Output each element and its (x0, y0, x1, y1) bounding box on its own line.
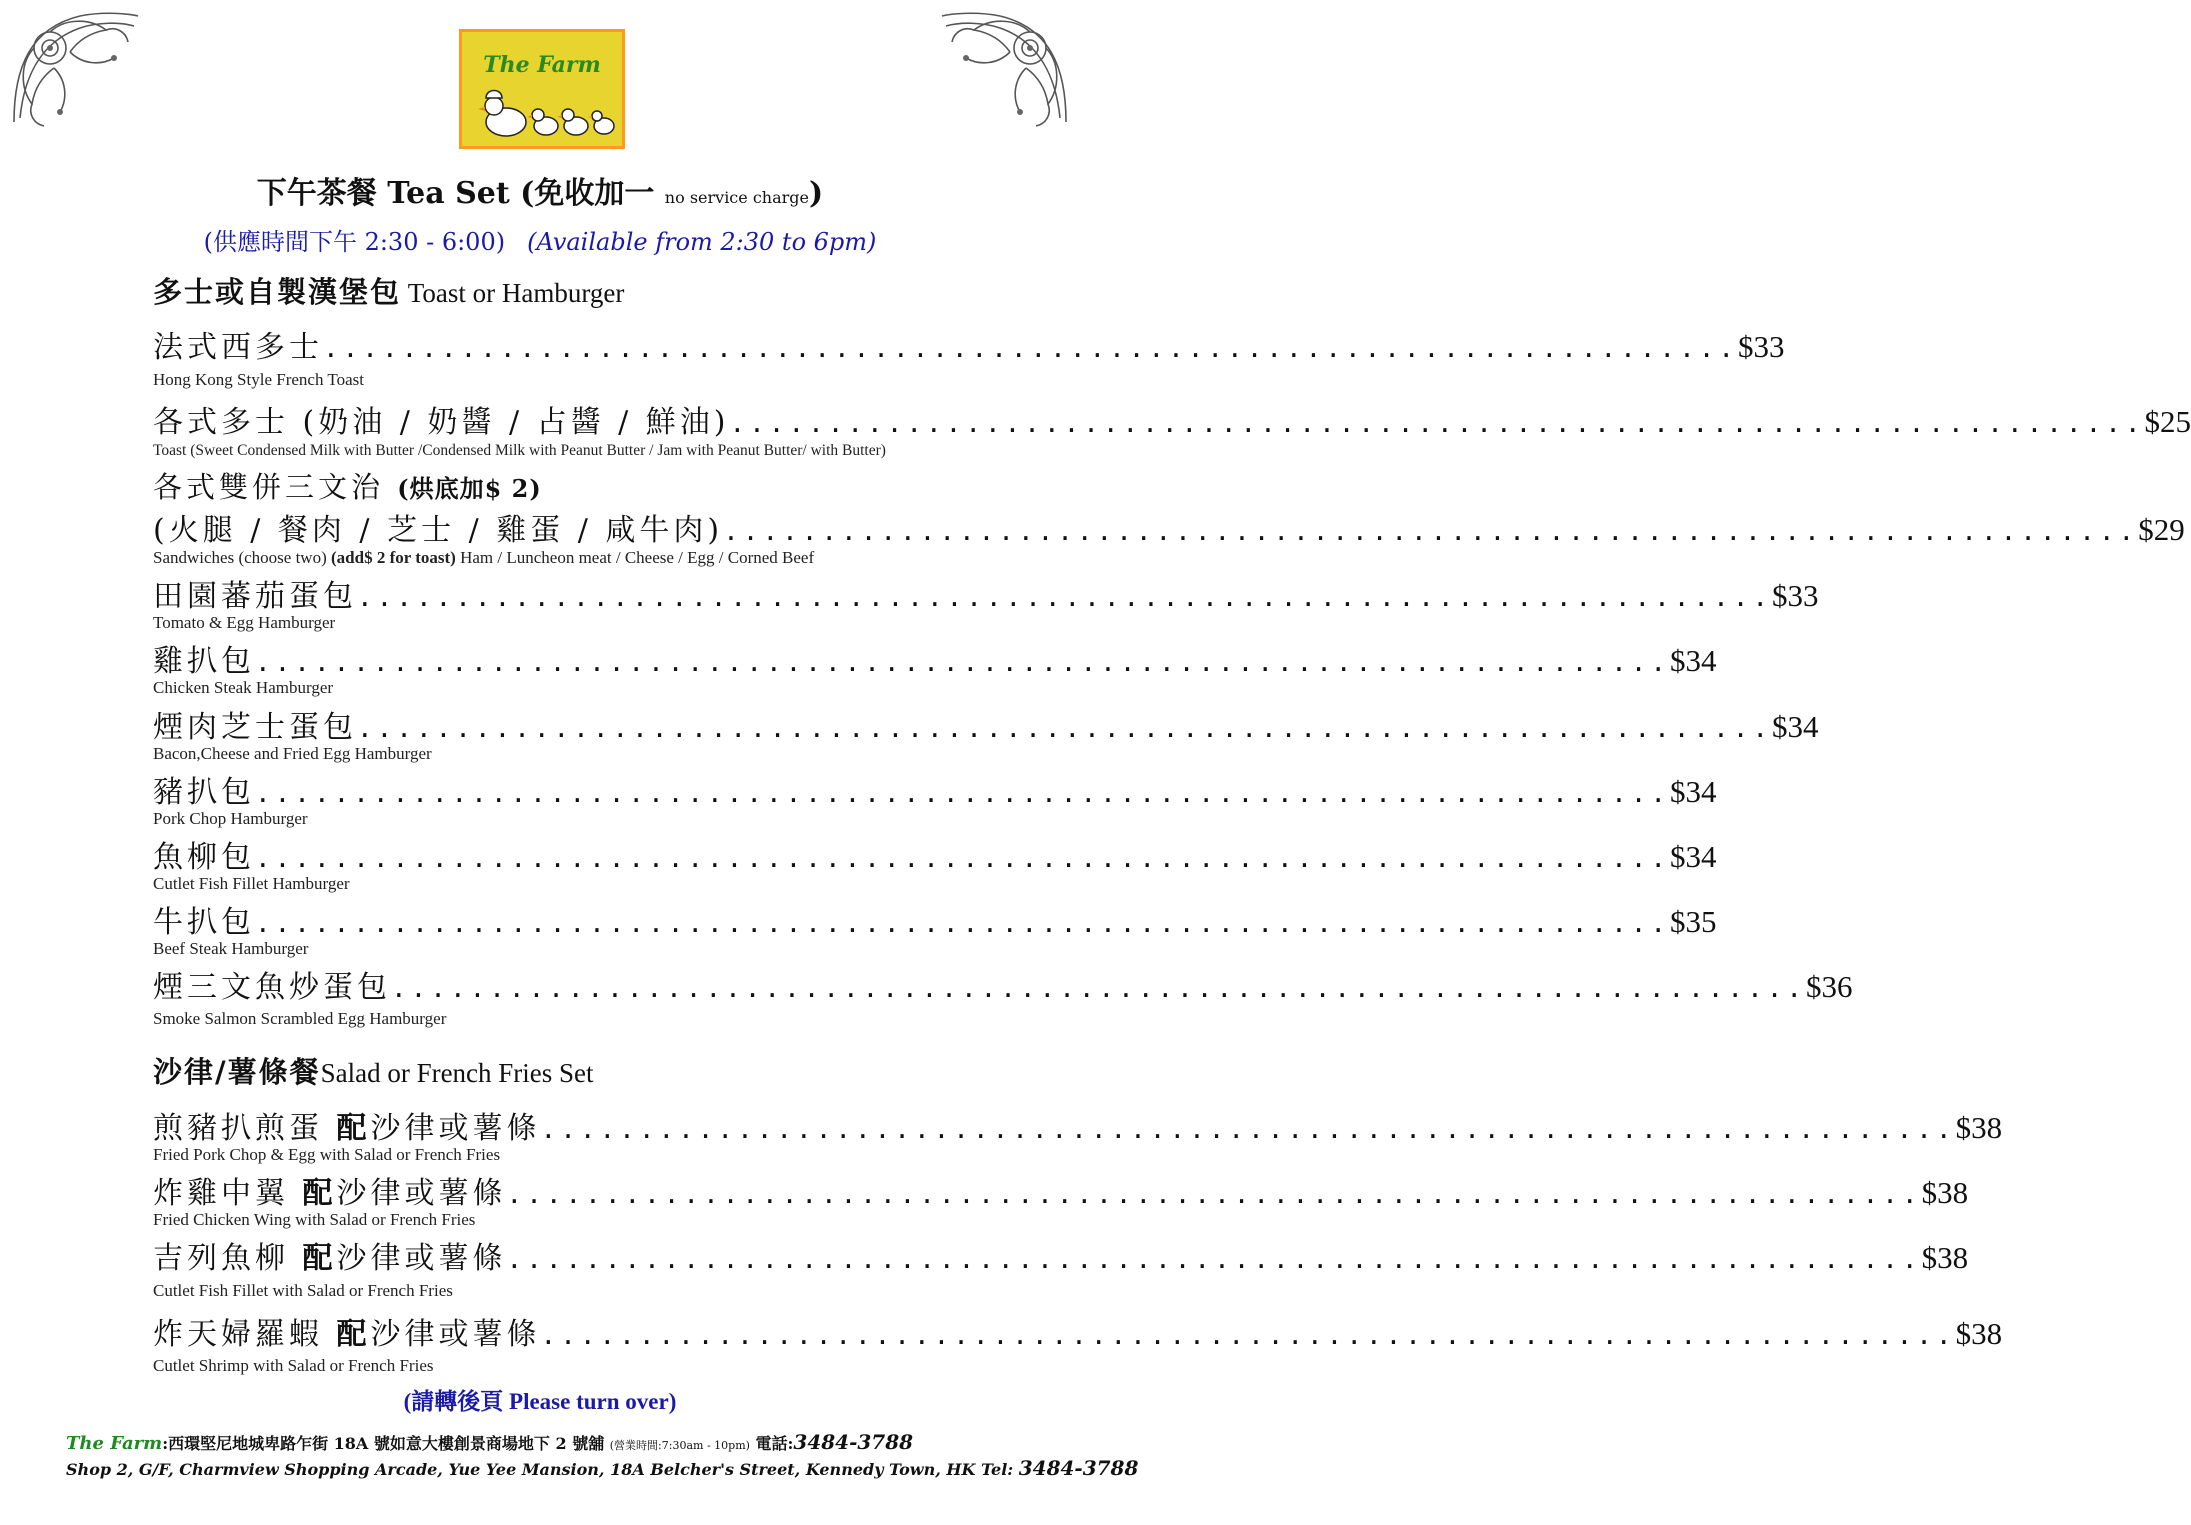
leader-dots: ........................................................................ (540, 1115, 1956, 1145)
menu-item (153, 767, 1717, 810)
menu-item (153, 636, 1717, 679)
item-name-en: Tomato & Egg Hamburger (153, 613, 336, 632)
item-name-zh (153, 1103, 541, 1147)
item-price: $38 (1921, 1175, 1969, 1210)
leader-dots: ........................................................................ (723, 517, 2139, 547)
turn-over-note: (請轉後頁 Please turn over) (403, 1389, 677, 1414)
set-side: 沙律或薯條 (370, 1111, 541, 1146)
item-price: $29 (2138, 512, 2185, 547)
leader-dots: ........................................................................ (540, 1321, 1956, 1351)
corner-ornament-right-icon (938, 8, 1070, 126)
leader-dots: ........................................................................ (391, 974, 1807, 1004)
logo (459, 29, 625, 149)
menu-item (153, 962, 1853, 1005)
sandwich-heading-zh: 各式雙併三文治 (153, 470, 398, 504)
item-name-en: Smoke Salmon Scrambled Egg Hamburger (153, 1009, 447, 1028)
footer-address-en-text: Shop 2, G/F, Charmview Shopping Arcade, Yue Yee Mansion, 18A Belcher's Street, Kennedy Town, HK Tel: (66, 1460, 1019, 1479)
item-name-zh: 田園蕃茄蛋包 (153, 579, 357, 614)
item-name-en-part: Ham / Luncheon meat / Cheese / Egg / Corned Beef (455, 548, 815, 567)
item-name-en: Cutlet Fish Fillet with Salad or French Fries (153, 1281, 453, 1300)
leader-dots: ........................................................................ (506, 1180, 1922, 1210)
leader-dots: ........................................................................ (357, 714, 1773, 744)
section-heading-salad (153, 1050, 594, 1091)
title-zh: 下午茶餐 (256, 176, 388, 211)
item-name-en: Fried Chicken Wing with Salad or French Fries (153, 1210, 476, 1229)
menu-item (153, 832, 1717, 875)
footer-address-zh-text: :西環堅尼地城卑路乍街 18A 號如意大樓創景商場地下 2 號舖 (162, 1434, 610, 1453)
set-with: 配 (302, 1241, 337, 1276)
footer-tel: 3484-3788 (793, 1430, 914, 1454)
set-main: 炸天婦羅蝦 (153, 1317, 337, 1352)
toast-surcharge-note: (烘底加$ 2) (397, 474, 542, 503)
footer-address-en (66, 1456, 1138, 1480)
title-paren-close: ) (808, 176, 824, 211)
page-title (0, 168, 1080, 212)
menu-item (153, 1168, 1969, 1211)
item-name-zh: 豬扒包 (153, 775, 255, 810)
item-price: $25 (2144, 404, 2191, 439)
item-name-en: Hong Kong Style French Toast (153, 370, 364, 389)
item-price: $38 (1955, 1316, 2003, 1351)
item-name-zh: 魚柳包 (153, 840, 255, 875)
menu-item (153, 897, 1717, 940)
menu-item (153, 571, 1819, 614)
item-price: $35 (1670, 904, 1717, 939)
set-side: 沙律或薯條 (336, 1176, 507, 1211)
leader-dots: ........................................................................ (255, 844, 1671, 874)
item-price: $34 (1670, 839, 1717, 874)
no-service-charge: no service charge (664, 188, 809, 207)
item-name-zh: 雞扒包 (153, 644, 255, 679)
menu-item (153, 322, 1785, 365)
footer-address-zh (66, 1430, 913, 1454)
item-name-en: Bacon,Cheese and Fried Egg Hamburger (153, 744, 432, 763)
item-name-en: Pork Chop Hamburger (153, 809, 308, 828)
menu-item (153, 702, 1819, 745)
item-name-zh: 法式西多士 (153, 330, 323, 365)
item-name-zh: 各式多士 (奶油 / 奶醬 / 占醬 / 鮮油) (153, 405, 730, 440)
leader-dots: ........................................................................ (323, 334, 1739, 364)
set-side: 沙律或薯條 (370, 1317, 541, 1352)
leader-dots: ........................................................................ (357, 583, 1773, 613)
item-name-zh: 煙肉芝士蛋包 (153, 710, 357, 745)
section-heading-zh: 多士或自製漢堡包 (153, 275, 402, 309)
set-with: 配 (302, 1176, 337, 1211)
leader-dots: ........................................................................ (729, 409, 2145, 439)
hours-zh: (供應時間下午 2:30 - 6:00) (203, 228, 506, 256)
item-name-zh: (火腿 / 餐肉 / 芝士 / 雞蛋 / 咸牛肉) (153, 513, 724, 548)
item-price: $34 (1772, 709, 1819, 744)
menu-item (153, 1103, 2003, 1146)
leader-dots: ........................................................................ (255, 909, 1671, 939)
item-name-en: Cutlet Fish Fillet Hamburger (153, 874, 350, 893)
section-heading-en: Toast or Hamburger (401, 278, 625, 308)
menu-item (153, 1233, 1969, 1276)
title-en: Tea Set (387, 176, 521, 211)
footer-tel-en: 3484-3788 (1018, 1456, 1139, 1480)
set-side: 沙律或薯條 (336, 1241, 507, 1276)
menu-item (153, 397, 2191, 440)
item-price: $36 (1806, 969, 1853, 1004)
item-name-en: Chicken Steak Hamburger (153, 678, 334, 697)
set-main: 吉列魚柳 (153, 1241, 303, 1276)
item-price: $33 (1772, 578, 1819, 613)
menu-item (153, 505, 2185, 548)
logo-brand-text: The Farm (483, 52, 601, 78)
menu-item (153, 1309, 2003, 1352)
section-heading-toast (153, 270, 624, 311)
leader-dots: ........................................................................ (255, 648, 1671, 678)
set-with: 配 (336, 1317, 371, 1352)
item-name-en-part: Sandwiches (choose two) (153, 548, 331, 567)
item-price: $38 (1955, 1110, 2003, 1145)
corner-ornament-left-icon (10, 8, 142, 126)
item-price: $34 (1670, 774, 1717, 809)
item-price: $34 (1670, 643, 1717, 678)
item-name-en-bold: (add$ 2 for toast) (331, 548, 456, 567)
item-price: $33 (1738, 329, 1785, 364)
item-price: $38 (1921, 1240, 1969, 1275)
leader-dots: ........................................................................ (506, 1245, 1922, 1275)
set-main: 煎豬扒煎蛋 (153, 1111, 337, 1146)
item-name-en: Fried Pork Chop & Egg with Salad or French Fries (153, 1145, 501, 1164)
item-name-zh (153, 1233, 507, 1277)
set-main: 炸雞中翼 (153, 1176, 303, 1211)
sandwich-heading (153, 465, 542, 506)
footer-hours: (營業時間:7:30am - 10pm) (609, 1439, 750, 1452)
item-name-en: Toast (Sweet Condensed Milk with Butter /Condensed Milk with Peanut Butter / Jam with Peanut Butter/ with Butter) (153, 442, 886, 459)
footer-tel-label: 電話: (749, 1434, 794, 1453)
item-name-en (153, 548, 814, 568)
item-name-en: Beef Steak Hamburger (153, 939, 309, 958)
section-heading-en: Salad or French Fries Set (320, 1058, 594, 1088)
item-name-zh (153, 1168, 507, 1212)
section-heading-zh: 沙律/薯條餐 (153, 1055, 321, 1089)
leader-dots: ........................................................................ (255, 779, 1671, 809)
item-name-zh: 煙三文魚炒蛋包 (153, 970, 391, 1005)
item-name-en: Cutlet Shrimp with Salad or French Fries (153, 1356, 434, 1375)
service-hours (0, 222, 1080, 257)
duck-chefs-icon (476, 82, 616, 142)
title-paren-open: (免收加一 (520, 176, 665, 211)
footer-brand: The Farm (66, 1433, 163, 1454)
hours-en: (Available from 2:30 to 6pm) (527, 228, 877, 256)
set-with: 配 (336, 1111, 371, 1146)
item-name-zh (153, 1309, 541, 1353)
item-name-zh: 牛扒包 (153, 905, 255, 940)
